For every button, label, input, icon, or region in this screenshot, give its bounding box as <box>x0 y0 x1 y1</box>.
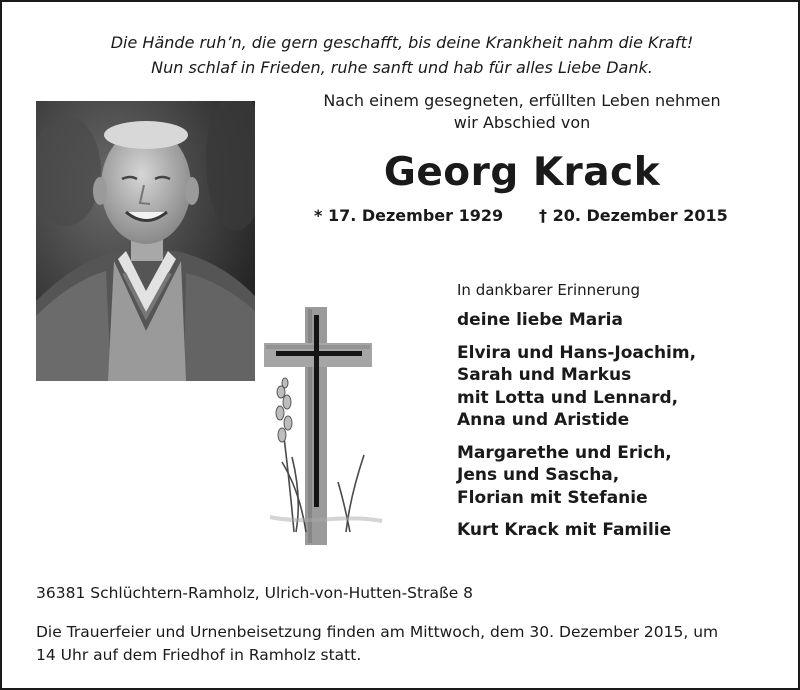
memorial-verse <box>2 30 800 80</box>
verse-line: Nun schlaf in Frieden, ruhe sanft und hab für alles Liebe Dank. <box>151 58 653 77</box>
verse-line: Die Hände ruh’n, die gern geschafft, bis deine Krankheit nahm die Kraft! <box>110 33 694 52</box>
funeral-notice <box>36 621 776 667</box>
mourner-group <box>457 309 777 332</box>
mourner-line: Elvira und Hans-Joachim, <box>457 342 697 363</box>
mourners-intro: In dankbarer Erinnerung <box>457 281 641 299</box>
cross-with-wheat-icon <box>262 307 392 547</box>
intro-line: Nach einem gesegneten, erfüllten Leben nehmen <box>323 91 721 110</box>
portrait-photo <box>36 101 255 381</box>
mourner-group <box>457 519 777 542</box>
mourners-list <box>457 279 777 542</box>
funeral-line: 14 Uhr auf dem Friedhof in Ramholz statt. <box>36 646 362 664</box>
mourner-line: Florian mit Stefanie <box>457 487 648 508</box>
death-date: † 20. Dezember 2015 <box>539 206 728 225</box>
mourner-group <box>457 342 777 432</box>
portrait-image <box>36 101 255 381</box>
deceased-name: Georg Krack <box>383 150 661 195</box>
birth-date: * 17. Dezember 1929 <box>314 206 504 225</box>
farewell-intro <box>297 90 747 134</box>
funeral-line: Die Trauerfeier und Urnenbeisetzung finden am Mittwoch, dem 30. Dezember 2015, um <box>36 623 719 641</box>
mourner-group <box>457 442 777 510</box>
mourner-line: Sarah und Markus <box>457 365 632 385</box>
intro-line: wir Abschied von <box>453 113 591 132</box>
mourner-line: Anna und Aristide <box>457 410 630 430</box>
address: 36381 Schlüchtern-Ramholz, Ulrich-von-Hutten-Straße 8 <box>36 584 474 602</box>
mourner-line: Margarethe und Erich, <box>457 442 672 463</box>
mourner-line: Kurt Krack mit Familie <box>457 520 672 540</box>
mourner-line: deine liebe Maria <box>457 310 623 330</box>
mourner-line: mit Lotta und Lennard, <box>457 387 679 408</box>
mourner-line: Jens und Sascha, <box>457 465 620 485</box>
